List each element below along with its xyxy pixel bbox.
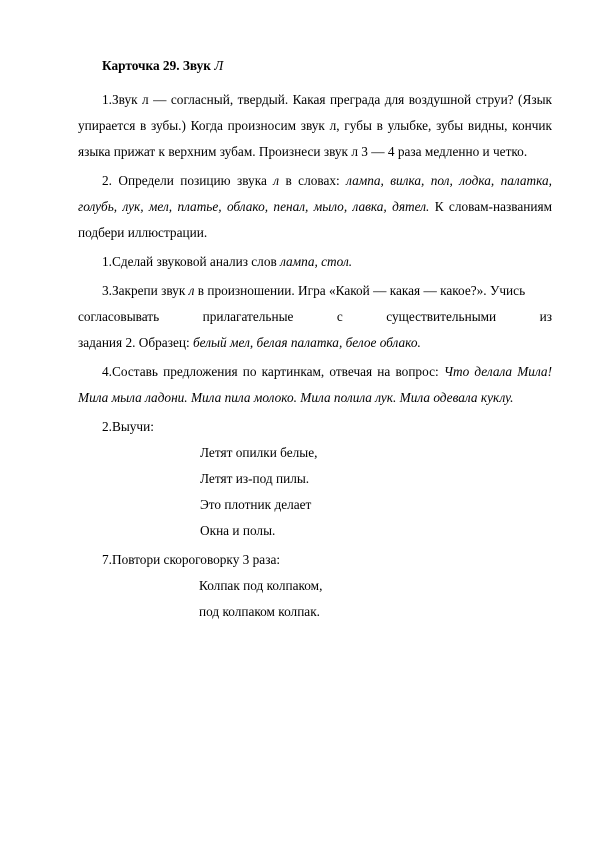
- poem-line: Летят опилки белые,: [200, 445, 318, 460]
- task-2-end: К словам-названиям подбери иллюстрации.: [78, 199, 553, 240]
- task-3-start: 1.Сделай звуковой анализ слов: [102, 254, 281, 269]
- task-4-start: 3.Закрепи звук: [102, 283, 189, 298]
- poem-line: Это плотник делает: [200, 497, 312, 512]
- task-4-line-1-rest: в произношении. Игра «Какой — какая — какое?». Учись: [194, 283, 526, 298]
- task-6-heading: 2.Выучи:: [102, 419, 154, 434]
- task-4-line-3-start: задания 2. Образец:: [78, 335, 193, 350]
- task-5-start: 4.Составь предложения по картинкам, отвечая на вопрос:: [102, 364, 444, 379]
- card-title-sound: Л: [214, 58, 224, 73]
- poem-line: Окна и полы.: [200, 523, 276, 538]
- task-2-middle: в словах:: [279, 173, 347, 188]
- tongue-twister-line: под колпаком колпак.: [199, 604, 320, 619]
- task-3-paragraph: [78, 249, 552, 275]
- task-4-sound: л: [188, 283, 195, 298]
- task-5-sentences: Что делала Мила! Мила мыла ладони. Мила пила молоко. Мила полила лук. Мила одевала куклу.: [78, 364, 552, 405]
- card-title: [102, 58, 552, 74]
- task-4-line-3: [78, 330, 552, 356]
- card-title-text: Карточка 29. Звук: [102, 58, 215, 73]
- task-4-line-1: [78, 278, 552, 304]
- task-2-paragraph: [78, 168, 552, 246]
- task-5-paragraph: [78, 359, 552, 411]
- card-content: [78, 58, 552, 625]
- task-4-line-2: согласовывать прилагательные с существительными из: [78, 309, 552, 324]
- task-2-sound: л: [273, 173, 280, 188]
- task-4-example: белый мел, белая палатка, белое облако.: [193, 335, 421, 350]
- task-3-words: лампа, стол.: [280, 254, 353, 269]
- task-2-start: 2. Определи позицию звука: [102, 173, 274, 188]
- task-7-heading: 7.Повтори скороговорку 3 раза:: [102, 552, 281, 567]
- tongue-twister-line: Колпак под колпаком,: [199, 578, 323, 593]
- task-2-words: лампа, вилка, пол, лодка, палатка, голубь, лук, мел, платье, облако, пенал, мыло, лавка, дятел.: [78, 173, 552, 214]
- task-1-paragraph: 1.Звук л — согласный, твердый. Какая преграда для воздушной струи? (Язык упирается в зубы.) Когда произносим звук л, губы в улыбке, зубы видны, кончик языка прижат к верхним зубам. Произнеси звук л 3 — 4 раза медленно и четко.: [78, 92, 552, 159]
- poem-line: Летят из-под пилы.: [200, 471, 310, 486]
